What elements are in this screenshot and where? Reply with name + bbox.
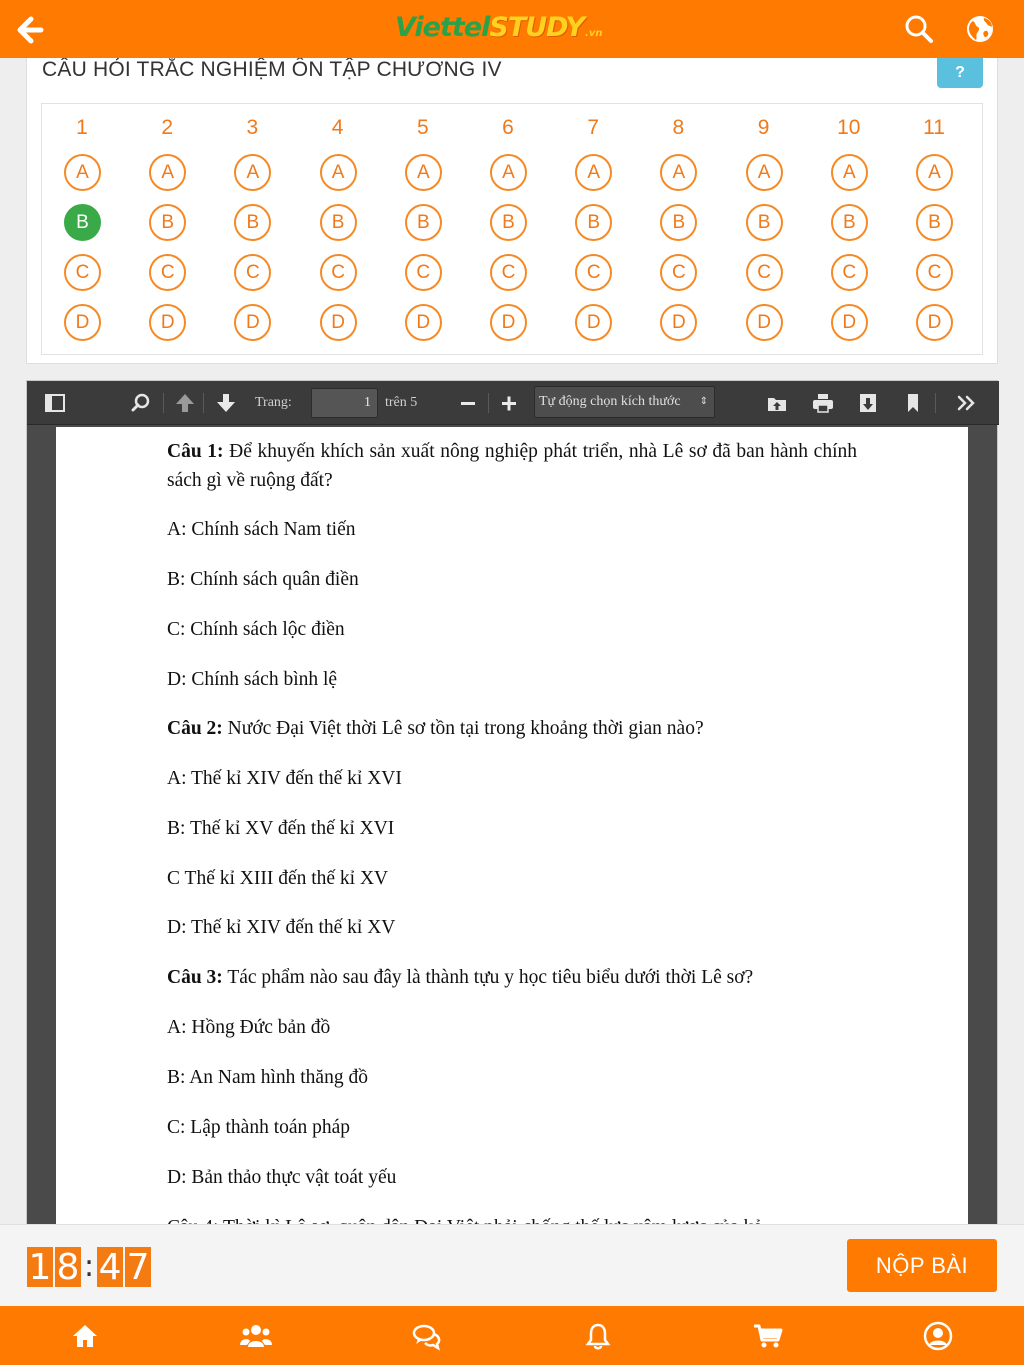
answer-option-a[interactable]: A <box>490 154 527 191</box>
chat-icon <box>411 1321 443 1351</box>
nav-cart[interactable] <box>750 1318 786 1354</box>
help-button[interactable]: ? <box>937 58 983 88</box>
answer-option-a[interactable]: A <box>149 154 186 191</box>
answer-option-a[interactable]: A <box>746 154 783 191</box>
next-page-icon[interactable] <box>214 391 238 415</box>
nav-notifications[interactable] <box>580 1318 616 1354</box>
question-label: Câu 2: <box>167 718 223 739</box>
option-line: A: Hồng Đức bản đồ <box>167 1017 331 1038</box>
option-line: C Thế kỉ XIII đến thế kỉ XV <box>167 868 389 889</box>
nav-groups[interactable] <box>238 1318 274 1354</box>
nav-profile[interactable] <box>920 1318 956 1354</box>
answer-sheet-card <box>26 58 998 364</box>
bookmark-icon[interactable] <box>901 391 925 415</box>
zoom-select-value: Tự động chọn kích thước <box>539 394 681 409</box>
user-icon <box>922 1320 954 1352</box>
answer-option-c[interactable]: C <box>831 254 868 291</box>
toolbar-separator <box>488 393 489 413</box>
zoom-in-icon[interactable] <box>497 391 521 415</box>
viettelstudy-logo[interactable]: Viettel STUDY .vn <box>395 12 603 43</box>
question-number[interactable]: 1 <box>76 116 88 139</box>
answer-option-a[interactable]: A <box>64 154 101 191</box>
exam-footer <box>0 1224 1024 1306</box>
option-line: A: Chính sách Nam tiến <box>167 519 356 540</box>
option-line: A: Thế kỉ XIV đến thế kỉ XVI <box>167 768 402 789</box>
toolbar-separator <box>163 393 164 413</box>
search-icon <box>903 13 935 45</box>
answer-option-d[interactable]: D <box>405 304 442 341</box>
answer-option-b[interactable]: B <box>234 204 271 241</box>
answer-option-d[interactable]: D <box>320 304 357 341</box>
question-number[interactable]: 9 <box>757 116 770 139</box>
answer-column <box>819 104 879 354</box>
print-icon[interactable] <box>811 391 835 415</box>
question-number[interactable]: 11 <box>923 116 945 139</box>
answer-column <box>393 104 453 354</box>
question-number[interactable]: 8 <box>672 116 685 139</box>
option-line: B: Thế kỉ XV đến thế kỉ XVI <box>167 818 395 839</box>
answer-option-c[interactable]: C <box>660 254 697 291</box>
answer-option-a[interactable]: A <box>405 154 442 191</box>
option-line: C: Lập thành toán pháp <box>167 1117 351 1138</box>
pdf-viewer <box>26 380 998 1225</box>
arrow-left-icon <box>15 15 45 45</box>
submit-button[interactable]: NỘP BÀI <box>847 1239 997 1292</box>
answer-column <box>52 104 112 354</box>
answer-option-b[interactable]: B <box>746 204 783 241</box>
answer-option-c[interactable]: C <box>575 254 612 291</box>
answer-option-b[interactable]: B <box>575 204 612 241</box>
search-button[interactable] <box>903 13 935 45</box>
question-number[interactable]: 3 <box>246 116 259 139</box>
question-number[interactable]: 4 <box>331 116 344 139</box>
answer-option-b[interactable]: B <box>831 204 868 241</box>
top-bar <box>0 0 1024 58</box>
answer-option-d[interactable]: D <box>149 304 186 341</box>
answer-option-c[interactable]: C <box>234 254 271 291</box>
countdown-timer <box>27 1247 153 1287</box>
answer-option-a[interactable]: A <box>660 154 697 191</box>
option-line: D: Thế kỉ XIV đến thế kỉ XV <box>167 917 396 938</box>
bell-icon <box>583 1321 613 1351</box>
question-label: Câu 1: <box>167 441 224 462</box>
timer-digit: 7 <box>126 1246 150 1288</box>
tools-chevron-icon[interactable] <box>955 391 979 415</box>
toolbar-separator <box>203 393 204 413</box>
answer-option-c[interactable]: C <box>746 254 783 291</box>
answer-option-d[interactable]: D <box>746 304 783 341</box>
question-text: Nước Đại Việt thời Lê sơ tồn tại trong khoảng thời gian nào? <box>222 718 704 739</box>
option-line: B: An Nam hình thăng đồ <box>167 1067 368 1088</box>
cart-icon <box>752 1321 784 1351</box>
answer-option-d[interactable]: D <box>575 304 612 341</box>
question-2 <box>167 714 704 743</box>
language-button[interactable] <box>964 13 996 45</box>
sidebar-toggle-icon[interactable] <box>43 391 67 415</box>
toolbar-separator <box>935 393 936 413</box>
question-number[interactable]: 7 <box>587 116 600 139</box>
timer-digit: 8 <box>56 1246 80 1288</box>
answer-option-b[interactable]: B <box>660 204 697 241</box>
answer-option-a[interactable]: A <box>234 154 271 191</box>
nav-home[interactable] <box>67 1318 103 1354</box>
question-number[interactable]: 5 <box>416 116 429 139</box>
question-number[interactable]: 6 <box>502 116 514 139</box>
answer-column <box>563 104 623 354</box>
question-3 <box>167 963 753 992</box>
bottom-nav <box>0 1306 1024 1365</box>
option-line: C: Chính sách lộc điền <box>167 619 345 640</box>
question-text: Để khuyến khích sản xuất nông nghiệp phát triển, nhà Lê sơ đã ban hành chính sách gì về ruộng đất? <box>167 441 857 491</box>
timer-separator: : <box>84 1249 95 1284</box>
answer-option-b[interactable]: B <box>320 204 357 241</box>
answer-option-a[interactable]: A <box>320 154 357 191</box>
quiz-title: CÂU HỎI TRẮC NGHIỆM ÔN TẬP CHƯƠNG IV <box>42 58 502 81</box>
globe-icon <box>964 13 996 45</box>
option-line: D: Bản thảo thực vật toát yếu <box>167 1167 397 1188</box>
answer-option-b[interactable]: B <box>916 204 953 241</box>
pdf-toolbar <box>27 381 999 425</box>
question-number[interactable]: 2 <box>161 116 174 139</box>
answer-option-a[interactable]: A <box>831 154 868 191</box>
page-label: Trang: <box>255 395 292 410</box>
answer-column <box>137 104 197 354</box>
answer-column <box>478 104 538 354</box>
answer-option-c[interactable]: C <box>490 254 527 291</box>
question-text: Tác phẩm nào sau đây là thành tựu y học tiêu biểu dưới thời Lê sơ? <box>222 967 754 988</box>
page-number-input[interactable]: 1 <box>311 388 378 418</box>
answer-option-d[interactable]: D <box>490 304 527 341</box>
answer-option-b[interactable]: B <box>490 204 527 241</box>
answer-column <box>222 104 282 354</box>
option-line: D: Chính sách bình lệ <box>167 669 338 690</box>
answer-option-d[interactable]: D <box>64 304 101 341</box>
answer-option-a[interactable]: A <box>575 154 612 191</box>
answer-column <box>648 104 708 354</box>
answer-option-d[interactable]: D <box>234 304 271 341</box>
nav-chat[interactable] <box>409 1318 445 1354</box>
download-icon[interactable] <box>856 391 880 415</box>
page-total: trên 5 <box>385 395 418 410</box>
answer-column <box>904 104 964 354</box>
answer-option-c[interactable]: C <box>149 254 186 291</box>
answer-grid <box>41 103 983 355</box>
answer-option-a[interactable]: A <box>916 154 953 191</box>
answer-option-b[interactable]: B <box>149 204 186 241</box>
timer-digit: 4 <box>98 1246 122 1288</box>
answer-option-c[interactable]: C <box>320 254 357 291</box>
answer-option-c[interactable]: C <box>916 254 953 291</box>
answer-option-c[interactable]: C <box>405 254 442 291</box>
previous-page-icon[interactable] <box>173 391 197 415</box>
pdf-page <box>56 427 968 1247</box>
question-1 <box>167 437 857 495</box>
answer-option-c[interactable]: C <box>64 254 101 291</box>
zoom-select[interactable] <box>534 386 715 418</box>
answer-column <box>308 104 368 354</box>
question-number[interactable]: 10 <box>837 116 861 139</box>
back-button[interactable] <box>12 12 48 48</box>
zoom-out-icon[interactable] <box>456 391 480 415</box>
home-icon <box>70 1321 100 1351</box>
question-label: Câu 3: <box>167 967 223 988</box>
answer-option-b[interactable]: B <box>64 204 101 241</box>
answer-option-b[interactable]: B <box>405 204 442 241</box>
find-icon[interactable] <box>129 391 153 415</box>
option-line: B: Chính sách quân điền <box>167 569 359 590</box>
answer-column <box>734 104 794 354</box>
answer-option-d[interactable]: D <box>660 304 697 341</box>
timer-digit: 1 <box>28 1246 52 1288</box>
open-file-icon[interactable] <box>765 391 789 415</box>
group-icon <box>239 1321 273 1351</box>
answer-option-d[interactable]: D <box>916 304 953 341</box>
select-arrows-icon: ⇕ <box>699 396 708 407</box>
answer-option-d[interactable]: D <box>831 304 868 341</box>
